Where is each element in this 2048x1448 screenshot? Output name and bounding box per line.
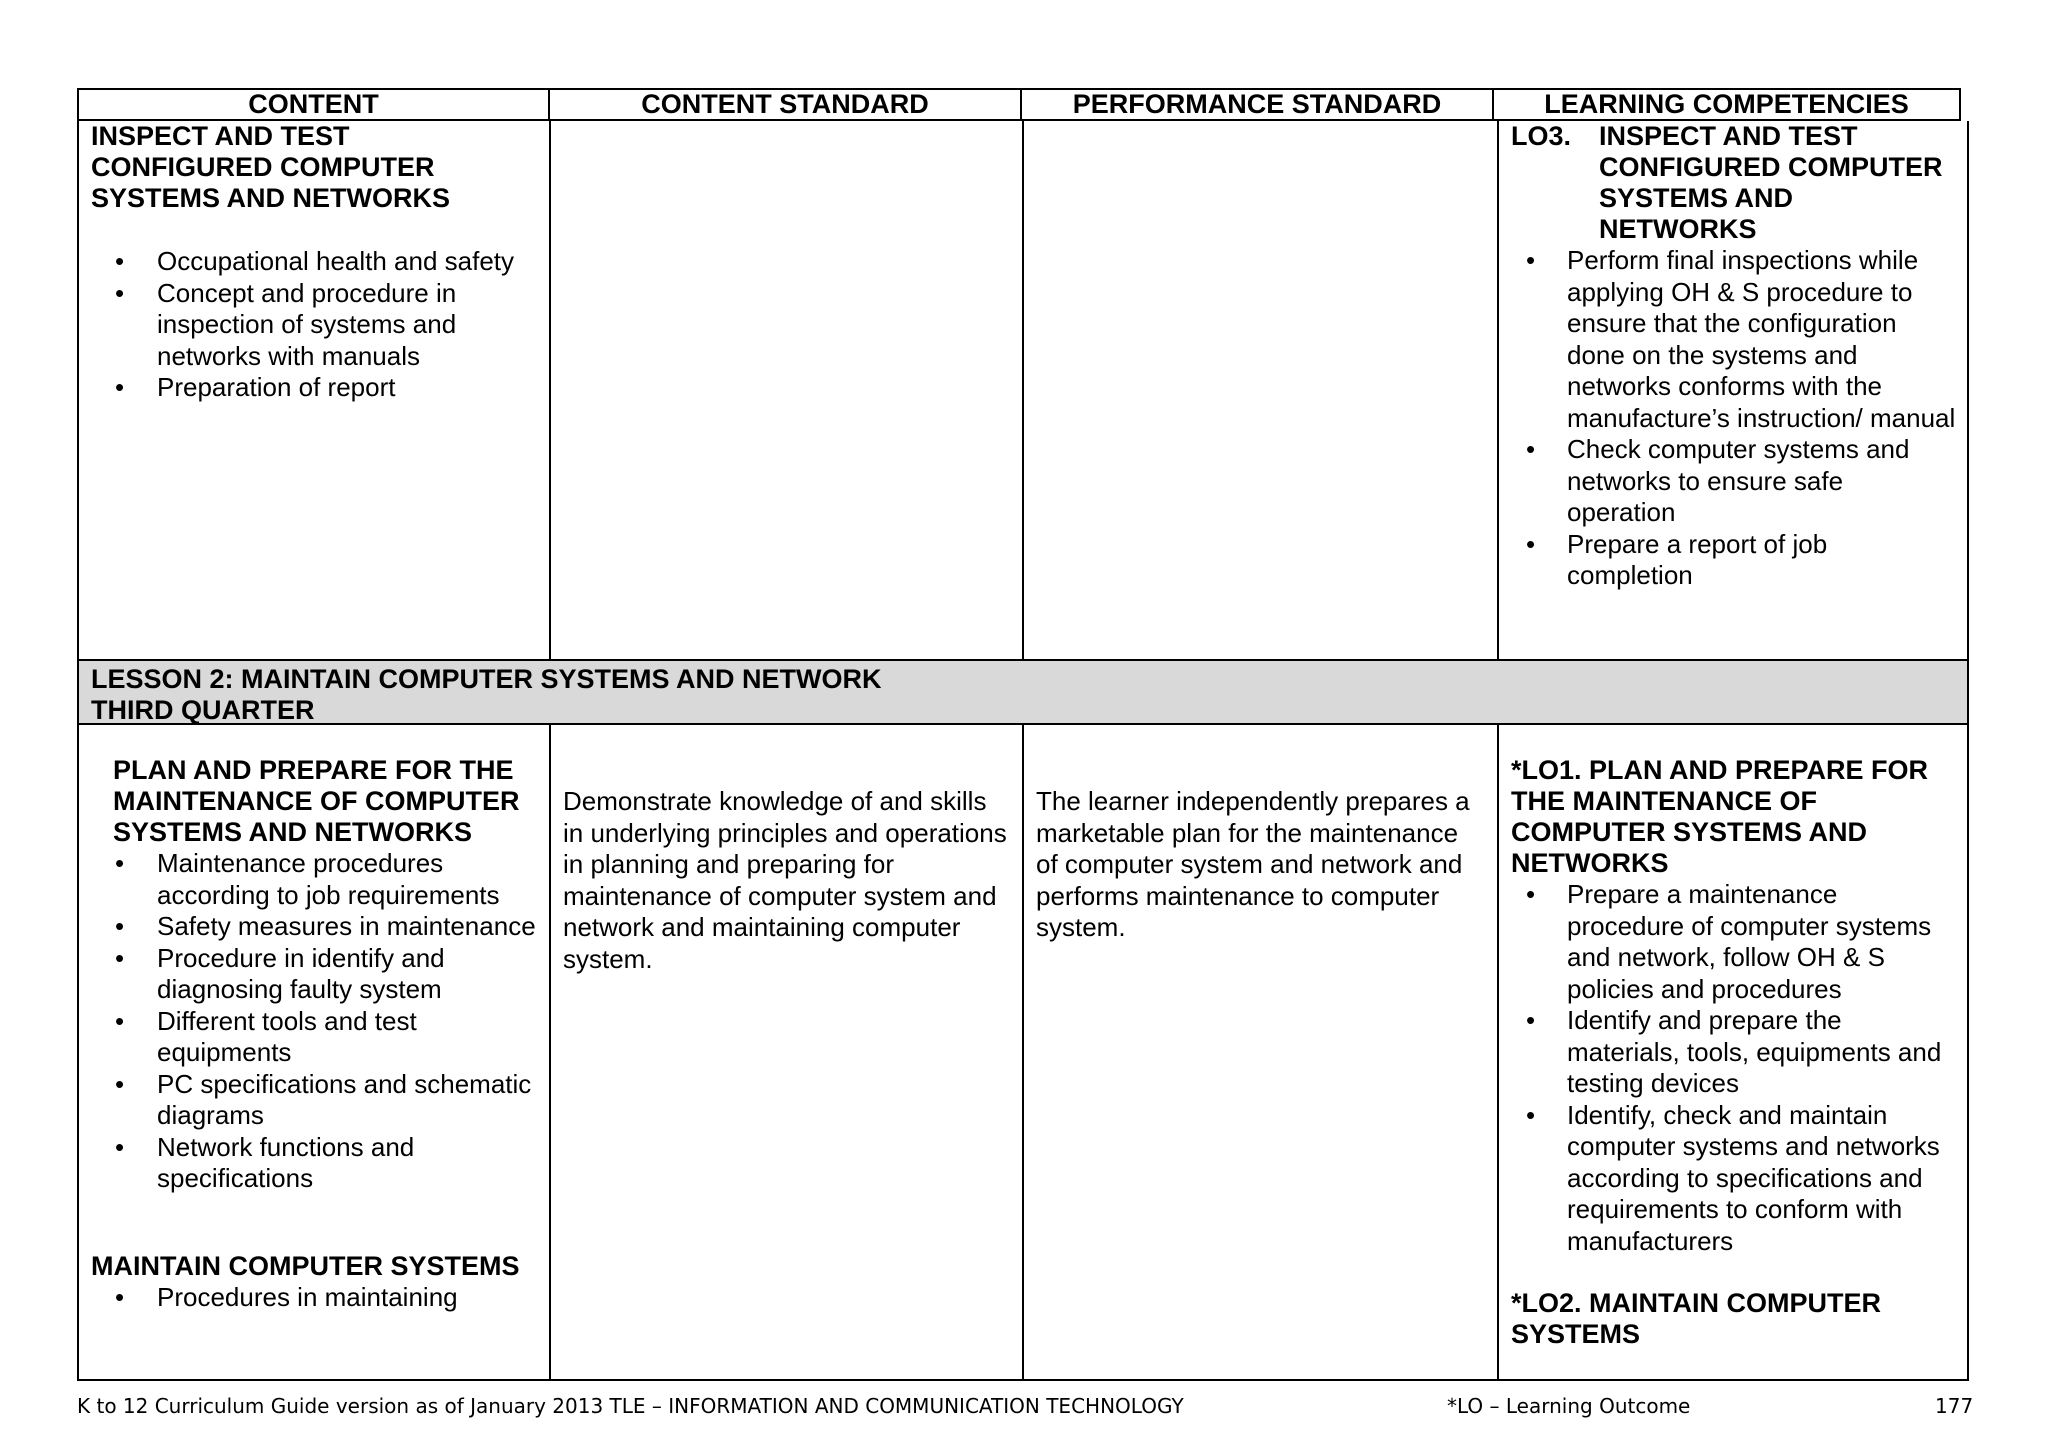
content-title: PLAN AND PREPARE FOR THE MAINTENANCE OF COMPUTER SYSTEMS AND NETWORKS <box>113 755 520 847</box>
list-item: • Concept and procedure in inspection of systems and networks with manuals <box>91 278 537 373</box>
content-cell <box>79 725 551 1379</box>
learning-outcome-title: INSPECT AND TEST CONFIGURED COMPUTER SYSTEMS AND NETWORKS <box>1599 121 1943 244</box>
header-performance-standard: PERFORMANCE STANDARD <box>1022 90 1494 119</box>
header-content: CONTENT <box>79 90 550 119</box>
list-item: • Identify and prepare the materials, tools, equipments and testing devices <box>1511 1005 1957 1100</box>
performance-standard-text: The learner independently prepares a marketable plan for the maintenance of computer system and network and performs maintenance to computer system. <box>1036 786 1470 942</box>
content-title: MAINTAIN COMPUTER SYSTEMS <box>91 1250 520 1281</box>
learning-outcome-title: *LO2. MAINTAIN COMPUTER SYSTEMS <box>1511 1288 1881 1349</box>
list-item: • Prepare a maintenance procedure of computer systems and network, follow OH & S policies and procedures <box>1511 879 1957 1005</box>
content-title-line: INSPECT AND TEST <box>91 121 350 151</box>
competency-list <box>1511 879 1957 1257</box>
list-item: • Procedure in identify and diagnosing faulty system <box>91 943 537 1006</box>
list-item: • Procedures in maintaining <box>91 1282 537 1314</box>
quarter-label: THIRD QUARTER <box>91 695 315 725</box>
content-standard-cell <box>551 725 1024 1379</box>
list-item: • Check computer systems and networks to ensure safe operation <box>1511 434 1957 529</box>
learning-outcome-number: LO3. <box>1511 121 1572 151</box>
performance-standard-cell <box>1024 725 1499 1379</box>
list-item: • Maintenance procedures according to job requirements <box>91 848 537 911</box>
table-row <box>79 723 1967 1379</box>
list-item: • Occupational health and safety <box>91 246 537 278</box>
content-title <box>91 121 537 214</box>
list-item: • Prepare a report of job completion <box>1511 529 1957 592</box>
header-learning-competencies: LEARNING COMPETENCIES <box>1544 89 1909 119</box>
learning-outcome-title: *LO1. PLAN AND PREPARE FOR THE MAINTENANCE OF COMPUTER SYSTEMS AND NETWORKS <box>1511 755 1929 878</box>
list-item: • Different tools and test equipments <box>91 1006 537 1069</box>
page-number: 177 <box>1935 1394 1974 1418</box>
content-title-line: SYSTEMS AND NETWORKS <box>91 183 451 213</box>
footer-legend: *LO – Learning Outcome <box>1447 1394 1691 1418</box>
competency-list <box>1511 245 1957 592</box>
list-item: • PC specifications and schematic diagrams <box>91 1069 537 1132</box>
list-item: • Preparation of report <box>91 372 537 404</box>
list-item: • Perform final inspections while applying OH & S procedure to ensure that the configuration done on the systems and networks conforms with the manufacture’s instruction/ manual <box>1511 245 1957 434</box>
content-topic-list <box>91 246 537 404</box>
performance-standard-cell <box>1024 121 1499 659</box>
learning-competencies-cell <box>1499 725 1969 1379</box>
lesson-header-row <box>79 659 1967 723</box>
list-item: • Network functions and specifications <box>91 1132 537 1195</box>
learning-competencies-cell <box>1499 121 1969 659</box>
content-standard-text: Demonstrate knowledge of and skills in underlying principles and operations in planning and preparing for maintenance of computer system and network and maintaining computer system. <box>563 786 1007 974</box>
content-topic-list <box>91 848 537 1195</box>
learning-outcome-heading <box>1511 121 1957 245</box>
footer-guide-label: K to 12 Curriculum Guide version as of January 2013 TLE – INFORMATION AND COMMUNICATION TECHNOLOGY <box>77 1394 1184 1418</box>
table-row <box>79 121 1967 659</box>
table-header-row <box>77 88 1961 121</box>
content-cell <box>79 121 551 659</box>
list-item: • Safety measures in maintenance <box>91 911 537 943</box>
content-title-line: CONFIGURED COMPUTER <box>91 152 435 182</box>
lesson-title: LESSON 2: MAINTAIN COMPUTER SYSTEMS AND NETWORK <box>91 664 882 694</box>
list-item: • Identify, check and maintain computer systems and networks according to specifications and requirements to conform with manufacturers <box>1511 1100 1957 1258</box>
header-content-standard: CONTENT STANDARD <box>550 90 1022 119</box>
content-topic-list <box>91 1282 537 1314</box>
curriculum-table <box>77 121 1969 1381</box>
content-standard-cell <box>551 121 1024 659</box>
